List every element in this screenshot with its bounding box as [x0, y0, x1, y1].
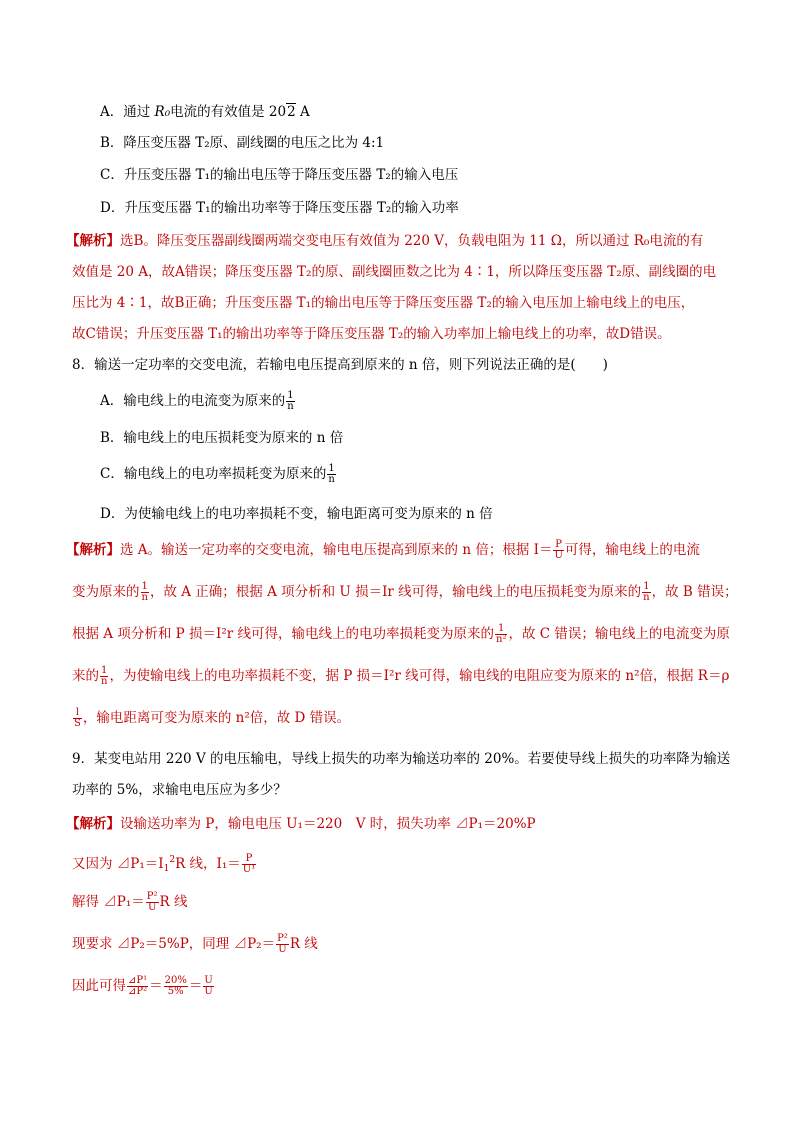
q9-analysis-line-2: 又因为 $⊿P_1=I_1^2R$ 线，I₁＝ $\frac{P}{\text{U¹}}$ [72, 853, 256, 875]
fraction-p-over-u1: $\frac{P}{\text{U¹}}$ [242, 853, 256, 875]
q8-analysis-line-3: 根据 A 项分析和 P 损＝I²r 线可得，输电线上的电功率损耗变为原来的 $\frac{1}{\text{n²}}$ ，故 C 错误；输电线上的电流变为原 [72, 623, 730, 645]
q8-option-c: C．输电线上的电功率损耗变为原来的 $\frac{1}{n}$ [100, 463, 335, 485]
q7-analysis-line-4: 故C错误；升压变压器 T₁的输出功率等于降压变压器 T₂的输入功率加上输电线上的功率，故D错误。 [72, 326, 671, 342]
q8-stem: 8．输送一定功率的交变电流，若输电电压提高到原来的 n 倍，则下列说法正确的是( ) [72, 357, 608, 373]
q8-analysis-line-4: 来的 $\frac{1}{n}$ ，为使输电线上的电功率损耗不变，据 P 损＝I²r 线可得，输电线的电阻应变为原来的 n²倍，根据 R＝ρ [72, 665, 730, 687]
q9-analysis-line-4: 现要求 ⊿P₂＝5%P，同理 ⊿P₂＝ $\frac{\text{P²}}{U}$ R 线 [72, 933, 318, 955]
q8-option-d: D．为使输电线上的电功率损耗不变，输电距离可变为原来的 n 倍 [100, 506, 493, 522]
fraction-p-over-u: $\frac{P}{U}$ [554, 539, 563, 561]
q7-option-b: B．降压变压器 T₂原、副线圈的电压之比为 4:1 [100, 135, 385, 151]
sqrt-2: 2 [287, 104, 296, 120]
fraction-1-over-n: $\frac{1}{n}$ [643, 581, 650, 603]
analysis-label: 【解析】 [66, 816, 120, 832]
q9-stem-line-1: 9．某变电站用 220 V 的电压输电，导线上损失的功率为输送功率的 20%。若要使导线上损失的功率降为输送 [72, 751, 731, 767]
fraction-1-over-n2: $\frac{1}{\text{n²}}$ [496, 623, 507, 645]
q7-analysis-line-1: 【解析】选B。降压变压器副线圈两端交变电压有效值为 220 V，负载电阻为 11 Ω，所以通过 R₀电流的有 [66, 233, 704, 249]
fraction-l-over-s: $\frac{l}{S}$ [74, 707, 81, 729]
q7-option-d: D．升压变压器 T₁的输出功率等于降压变压器 T₂的输入功率 [100, 200, 459, 216]
q8-option-b: B．输电线上的电压损耗变为原来的 n 倍 [100, 430, 344, 446]
fraction-dp1-over-dp2: $\frac{\text{⊿P¹}}{\text{⊿P²}}$ [128, 975, 148, 997]
q9-analysis-line-3: 解得 ⊿P₁＝ $\frac{\text{P²}}{U}$ R 线 [72, 891, 188, 913]
q8-analysis-line-1: 【解析】选 A。输送一定功率的交变电流，输电电压提高到原来的 n 倍；根据 I＝ $\frac{P}{U}$ 可得，输电线上的电流 [66, 539, 700, 561]
q8-option-a: A．输电线上的电流变为原来的 $\frac{1}{n}$ [100, 390, 294, 412]
q7-option-c: C．升压变压器 T₁的输出电压等于降压变压器 T₂的输入电压 [100, 167, 459, 183]
fraction-1-over-n: $\frac{1}{n}$ [328, 463, 335, 485]
fraction-p2-over-u: $\frac{\text{P²}}{U}$ [146, 891, 158, 913]
fraction-1-over-n: $\frac{1}{n}$ [141, 581, 148, 603]
q8-analysis-line-2: 变为原来的 $\frac{1}{n}$ ，故 A 正确；根据 A 项分析和 U 损＝Ir 线可得，输电线上的电压损耗变为原来的 $\frac{1}{n}$ ，故 B 错误； [72, 581, 738, 603]
q9-analysis-line-5: 因此可得 $\frac{\text{⊿P¹}}{\text{⊿P²}}$ ＝ $\frac{20\%}{5\%}$ ＝ $\frac{U}{U}$ [72, 975, 213, 997]
analysis-label: 【解析】 [66, 233, 120, 249]
q7-option-a: A．通过 R₀电流的有效值是 202 A [100, 104, 310, 120]
fraction-1-over-n: $\frac{1}{n}$ [101, 665, 108, 687]
r0-symbol: R₀ [154, 104, 171, 120]
q8-analysis-line-5: $\frac{l}{S}$ ，输电距离可变为原来的 n²倍，故 D 错误。 [74, 707, 351, 729]
analysis-label: 【解析】 [66, 542, 120, 558]
fraction-p2-over-u: $\frac{\text{P²}}{U}$ [277, 933, 288, 955]
q7-analysis-line-2: 效值是 20 A，故A错误；降压变压器 T₂的原、副线圈匝数之比为 4∶1，所以降压变压器 T₂原、副线圈的电 [72, 264, 717, 280]
q9-stem-line-2: 功率的 5%，求输电电压应为多少？ [72, 782, 287, 798]
q7-analysis-line-3: 压比为 4∶1，故B正确；升压变压器 T₁的输出电压等于降压变压器 T₂的输入电压加上输电线上的电压， [72, 295, 695, 311]
q9-analysis-line-1: 【解析】设输送功率为 P，输电电压 U₁＝220 V 时，损失功率 ⊿P₁＝20%P [66, 816, 536, 832]
fraction-u-over-u: $\frac{U}{U}$ [204, 975, 213, 997]
fraction-20-over-5: $\frac{20\%}{5\%}$ [164, 975, 187, 997]
fraction-1-over-n: $\frac{1}{n}$ [287, 390, 294, 412]
